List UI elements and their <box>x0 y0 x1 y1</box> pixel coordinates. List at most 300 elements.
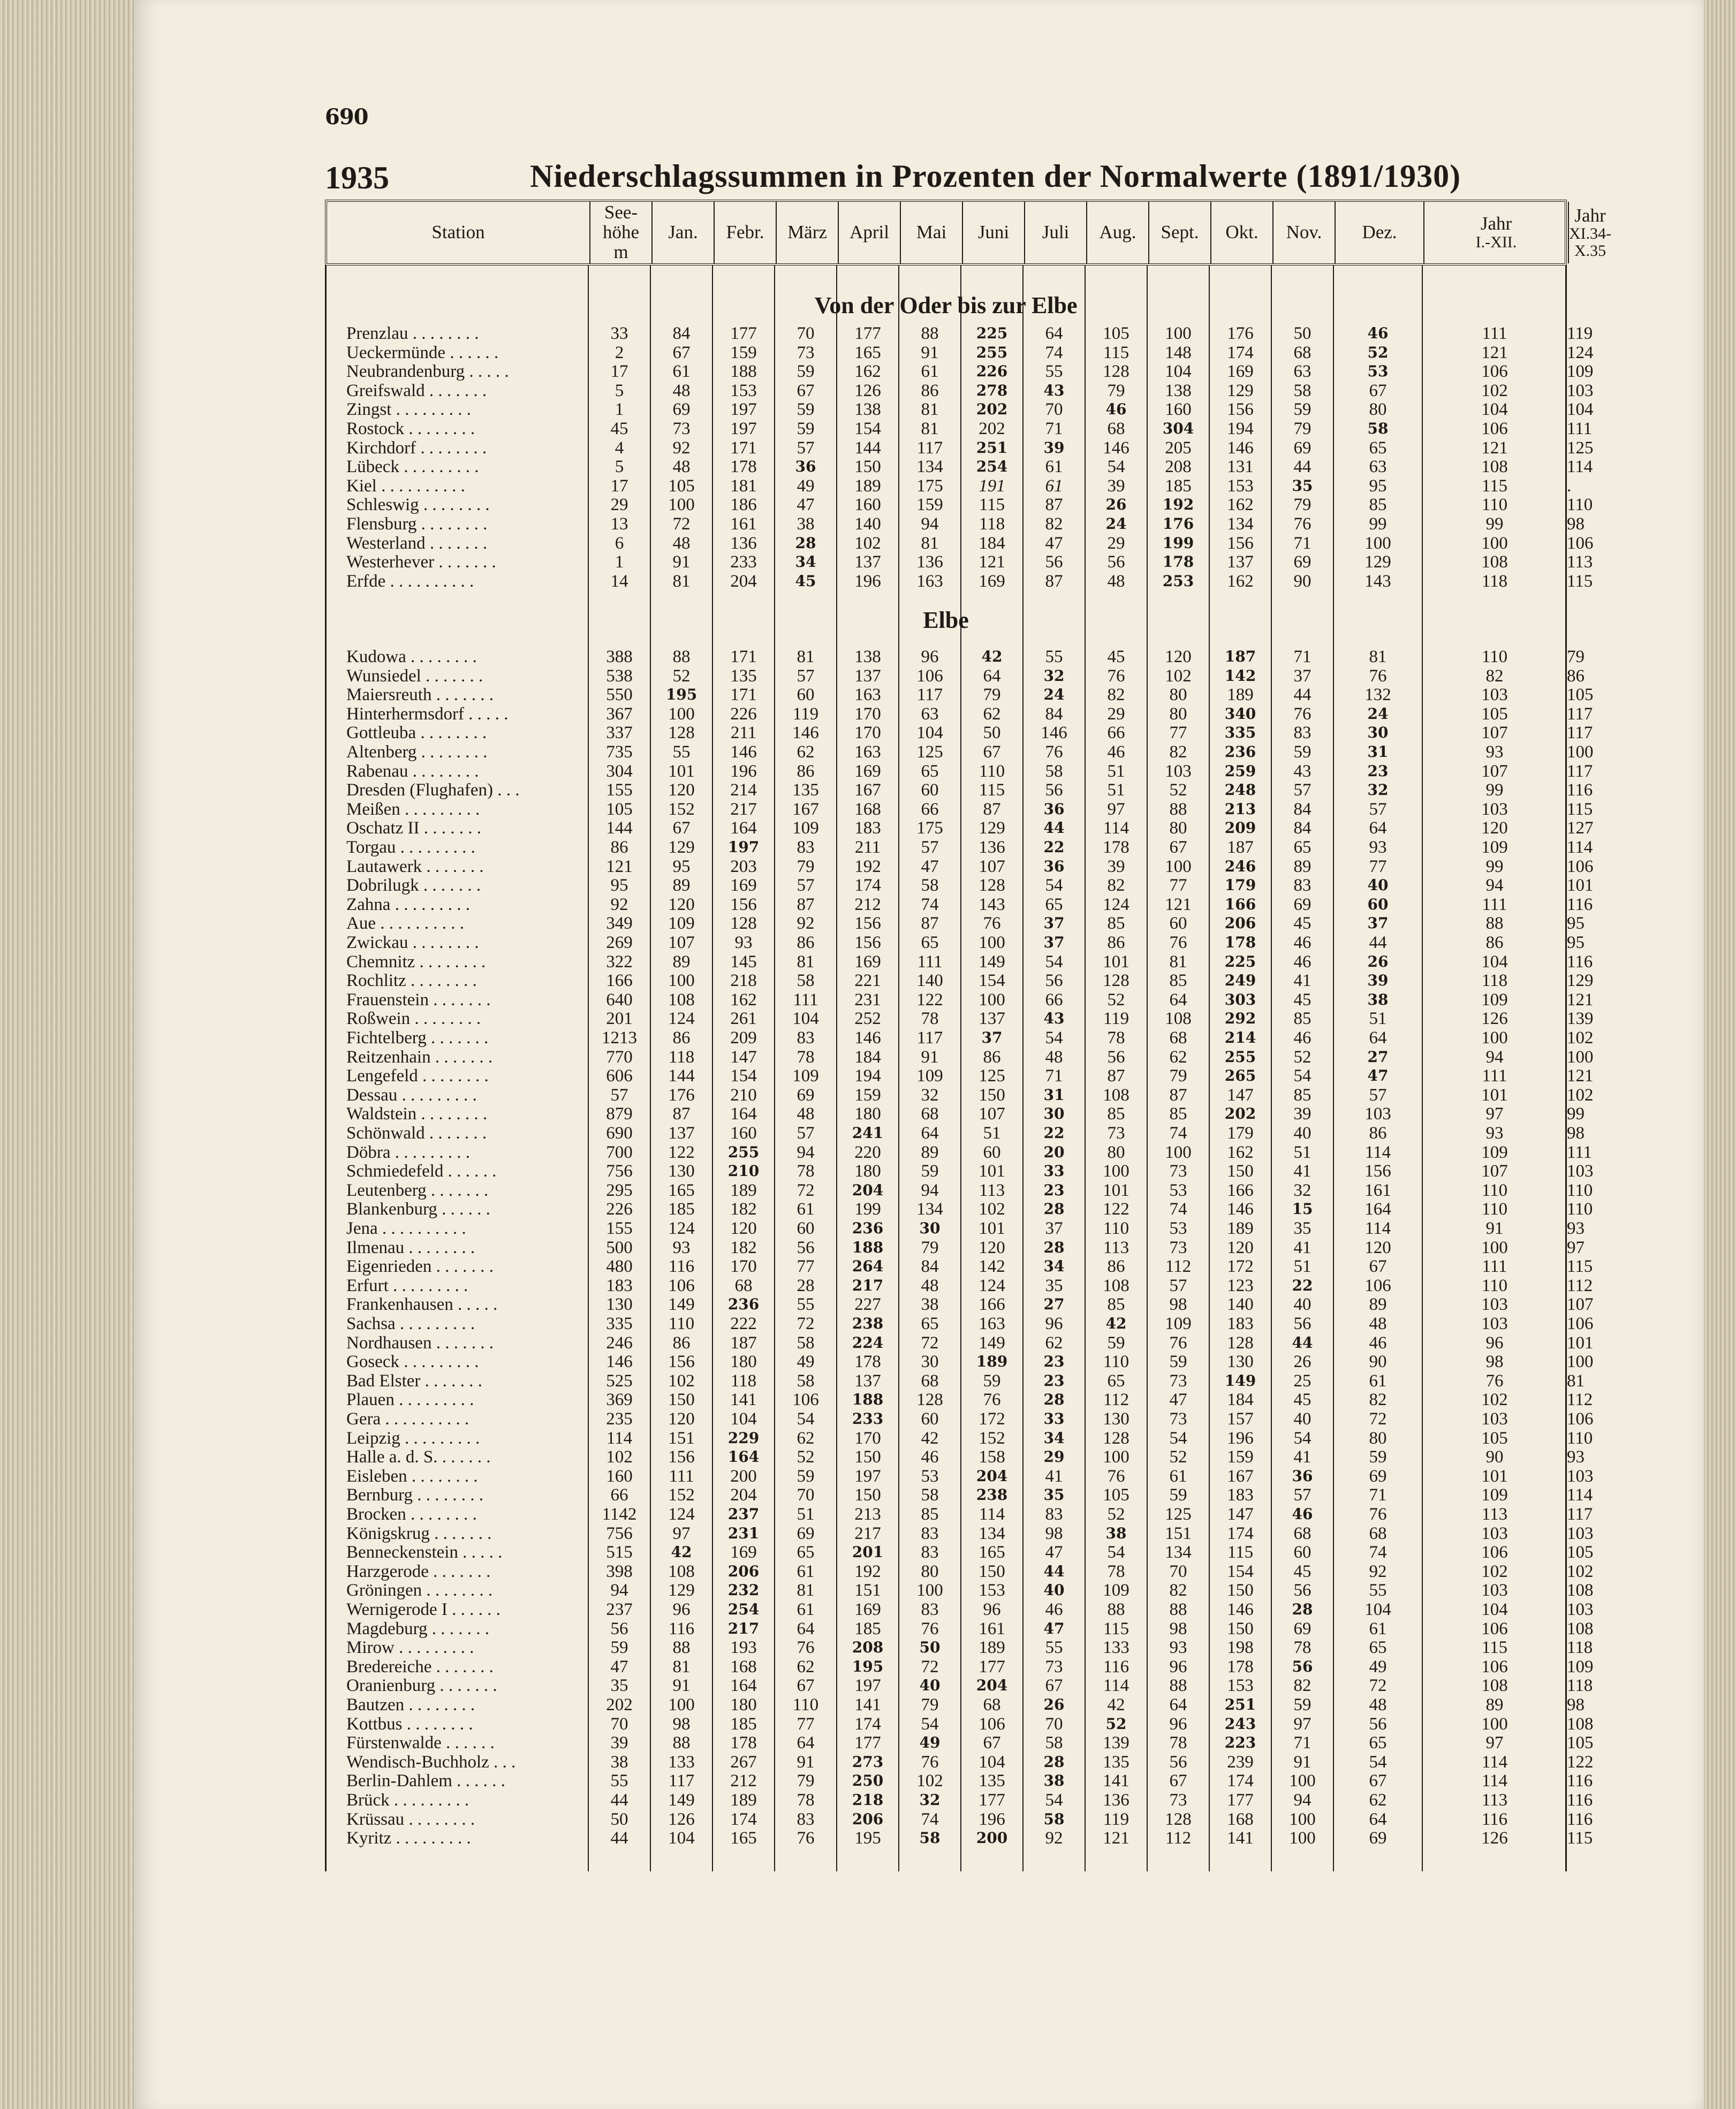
percent-value: 178 <box>854 1352 881 1371</box>
percent-value: 91 <box>672 552 691 572</box>
percent-value: 81 <box>921 534 939 553</box>
elevation-value: 735 <box>606 742 633 762</box>
percent-value: 85 <box>1293 1009 1312 1028</box>
percent-value: 100 <box>1481 1238 1508 1257</box>
percent-value: 38 <box>1043 1772 1065 1789</box>
percent-value: 106 <box>1567 1409 1594 1429</box>
percent-value: 154 <box>854 419 881 438</box>
percent-value: 77 <box>1169 723 1187 742</box>
percent-value: 226 <box>976 362 1008 380</box>
header-year-hydrologic-text: Jahr <box>1574 204 1606 226</box>
section-title: Elbe <box>923 607 969 633</box>
percent-value: 70 <box>1045 1714 1063 1734</box>
book-page-stack <box>0 0 134 2109</box>
percent-value: 69 <box>797 1524 815 1543</box>
percent-value: 57 <box>797 1124 815 1143</box>
percent-value: 59 <box>797 400 815 419</box>
table-row <box>325 1066 1594 1086</box>
percent-value: 80 <box>921 1562 939 1581</box>
percent-value: 111 <box>1482 895 1507 914</box>
percent-value: 29 <box>1107 534 1125 553</box>
percent-value: 113 <box>979 1181 1005 1200</box>
table-row <box>325 1581 1594 1600</box>
percent-value: 65 <box>1369 438 1387 458</box>
elevation-value: 57 <box>610 1086 628 1105</box>
percent-value: 232 <box>727 1581 760 1599</box>
percent-value: 214 <box>730 780 757 800</box>
elevation-value: 105 <box>606 800 633 819</box>
elevation-value: 94 <box>610 1581 628 1600</box>
percent-value: 37 <box>981 1029 1003 1046</box>
percent-value: 47 <box>1367 1067 1389 1084</box>
table-row <box>325 1238 1585 1257</box>
percent-value: 105 <box>1567 1543 1594 1562</box>
percent-value: 103 <box>1567 1162 1594 1181</box>
percent-value: 160 <box>1165 400 1192 419</box>
percent-value: 65 <box>921 762 939 781</box>
percent-value: 58 <box>1293 381 1312 400</box>
percent-value: 236 <box>1224 743 1256 761</box>
percent-value: 165 <box>730 1829 757 1848</box>
percent-value: 189 <box>730 1181 757 1200</box>
percent-value: 167 <box>792 800 819 819</box>
percent-value: 255 <box>976 344 1008 361</box>
percent-value: 174 <box>854 1714 881 1734</box>
percent-value: 79 <box>1567 647 1585 666</box>
header-month-lines <box>668 223 698 242</box>
percent-value: 159 <box>854 1086 881 1105</box>
percent-value: 115 <box>979 780 1005 800</box>
station-name: Lengefeld . . . . . . . . <box>346 1066 489 1086</box>
percent-value: 210 <box>730 1086 757 1105</box>
station-name: Prenzlau . . . . . . . . <box>346 324 479 343</box>
percent-value: 30 <box>921 1352 939 1371</box>
percent-value: 177 <box>979 1791 1005 1810</box>
percent-value: 54 <box>1045 1028 1063 1048</box>
percent-value: 35 <box>1292 477 1313 495</box>
percent-value: 83 <box>1293 876 1312 895</box>
percent-value: 45 <box>1293 1390 1312 1409</box>
percent-value: 67 <box>983 742 1001 762</box>
percent-value: 37 <box>1367 914 1389 932</box>
elevation-value: 700 <box>606 1143 633 1162</box>
percent-value: 28 <box>1043 1391 1065 1408</box>
percent-value: 108 <box>1103 1276 1129 1295</box>
percent-value: 292 <box>1224 1010 1256 1027</box>
header-elevation-lines <box>603 203 639 262</box>
percent-value: 100 <box>916 1581 943 1600</box>
percent-value: 98 <box>672 1714 691 1734</box>
percent-value: 249 <box>1224 972 1256 989</box>
table-row <box>325 1829 1593 1848</box>
percent-value: 149 <box>1224 1372 1256 1390</box>
station-name: Halle a. d. S. . . . . . . <box>346 1447 491 1467</box>
percent-value: 24 <box>1043 686 1065 703</box>
percent-value: 55 <box>1045 362 1063 381</box>
percent-value: 116 <box>1567 1810 1593 1829</box>
percent-value: 100 <box>1481 1028 1508 1048</box>
percent-value: 86 <box>1485 933 1504 952</box>
station-name: Leutenberg . . . . . . . <box>346 1181 489 1200</box>
percent-value: 26 <box>1293 1352 1312 1371</box>
percent-value: 37 <box>1045 1219 1063 1238</box>
percent-value: 50 <box>1293 324 1312 343</box>
percent-value: 73 <box>797 343 815 362</box>
percent-value: 121 <box>1481 438 1508 458</box>
percent-value: 53 <box>1367 362 1389 380</box>
percent-value: 147 <box>730 1048 757 1067</box>
percent-value: 90 <box>1485 1447 1504 1467</box>
header-year-hydrologic-lines <box>1569 206 1611 260</box>
percent-value: 32 <box>1293 1181 1312 1200</box>
elevation-value: 367 <box>606 704 633 724</box>
percent-value: 69 <box>1293 1619 1312 1638</box>
header-month-lines <box>726 223 764 242</box>
percent-value: 52 <box>1169 1447 1187 1467</box>
header-elevation-text: höhe <box>602 222 640 243</box>
percent-value: 95 <box>1567 933 1585 952</box>
percent-value: 54 <box>1107 457 1125 476</box>
percent-value: 44 <box>1293 685 1312 704</box>
percent-value: 102 <box>1481 381 1508 400</box>
percent-value: 149 <box>668 1295 695 1314</box>
percent-value: 105 <box>1481 1429 1508 1448</box>
percent-value: 53 <box>1169 1219 1187 1238</box>
percent-value: 67 <box>1045 1676 1063 1695</box>
elevation-value: 1 <box>615 400 624 419</box>
percent-value: 136 <box>979 838 1005 857</box>
percent-value: 91 <box>797 1753 815 1772</box>
percent-value: 128 <box>1103 362 1129 381</box>
percent-value: 35 <box>1045 1276 1063 1295</box>
percent-value: 199 <box>854 1200 881 1219</box>
percent-value: 22 <box>1043 1124 1065 1142</box>
percent-value: 108 <box>1103 1086 1129 1105</box>
station-name: Gröningen . . . . . . . . <box>346 1581 493 1600</box>
percent-value: 46 <box>1292 1505 1313 1523</box>
percent-value: 82 <box>1169 742 1187 762</box>
percent-value: 170 <box>854 723 881 742</box>
percent-value: 60 <box>1293 1543 1312 1562</box>
station-name: Zahna . . . . . . . . . <box>346 895 470 914</box>
percent-value: 64 <box>1169 1695 1187 1714</box>
percent-value: 217 <box>852 1277 884 1294</box>
percent-value: 22 <box>1292 1277 1313 1294</box>
table-row <box>325 647 1585 666</box>
table-row <box>325 971 1594 990</box>
percent-value: 46 <box>1107 742 1125 762</box>
percent-value: 23 <box>1043 1353 1065 1370</box>
percent-value: 73 <box>1169 1238 1187 1257</box>
table-row <box>325 1314 1594 1333</box>
percent-value: 100 <box>668 704 695 724</box>
percent-value: 124 <box>668 1505 695 1524</box>
percent-value: 68 <box>921 1104 939 1124</box>
percent-value: 340 <box>1224 705 1256 723</box>
percent-value: 118 <box>979 514 1005 534</box>
header-month-lines <box>916 223 946 242</box>
percent-value: 56 <box>1045 780 1063 800</box>
table-row <box>325 1429 1593 1448</box>
percent-value: 61 <box>1169 1467 1187 1486</box>
percent-value: 60 <box>1367 896 1389 913</box>
percent-value: 50 <box>919 1638 941 1656</box>
header-month-text: Okt. <box>1225 222 1259 243</box>
percent-value: 71 <box>1369 1485 1387 1505</box>
percent-value: 176 <box>1162 515 1194 533</box>
percent-value: 89 <box>1293 857 1312 876</box>
percent-value: 164 <box>730 818 757 838</box>
elevation-value: 4 <box>615 438 624 458</box>
percent-value: 79 <box>1169 1066 1187 1086</box>
percent-value: 193 <box>730 1638 757 1657</box>
percent-value: 116 <box>1567 780 1593 800</box>
percent-value: 202 <box>979 419 1005 438</box>
percent-value: 76 <box>1369 1505 1387 1524</box>
percent-value: 131 <box>1227 457 1254 476</box>
percent-value: 60 <box>921 780 939 800</box>
percent-value: 110 <box>1481 1200 1508 1219</box>
percent-value: 96 <box>983 1600 1001 1619</box>
percent-value: 103 <box>1481 1524 1508 1543</box>
percent-value: 233 <box>852 1410 884 1428</box>
percent-value: 218 <box>730 971 757 990</box>
percent-value: 120 <box>668 895 695 914</box>
header-elevation-text: See- <box>604 202 638 223</box>
percent-value: 40 <box>1293 1295 1312 1314</box>
percent-value: 52 <box>1293 1048 1312 1067</box>
percent-value: 135 <box>792 780 819 800</box>
percent-value: 52 <box>1107 1505 1125 1524</box>
percent-value: 84 <box>921 1257 939 1276</box>
header-month-lines <box>1099 223 1136 242</box>
percent-value: 169 <box>730 1543 757 1562</box>
percent-value: 72 <box>921 1657 939 1676</box>
percent-value: 116 <box>668 1257 695 1276</box>
percent-value: 100 <box>1165 324 1192 343</box>
station-name: Erfde . . . . . . . . . . <box>346 572 474 591</box>
percent-value: 34 <box>1043 1429 1065 1447</box>
percent-value: 129 <box>1227 381 1254 400</box>
station-name: Frankenhausen . . . . . <box>346 1295 498 1314</box>
percent-value: 183 <box>1227 1314 1254 1333</box>
percent-value: 106 <box>1567 1314 1594 1333</box>
percent-value: 42 <box>921 1429 939 1448</box>
percent-value: 47 <box>1045 1543 1063 1562</box>
percent-value: 166 <box>979 1295 1005 1314</box>
percent-value: 57 <box>797 438 815 458</box>
percent-value: 163 <box>854 685 881 704</box>
percent-value: 48 <box>1369 1314 1387 1333</box>
percent-value: 59 <box>1107 1333 1125 1353</box>
percent-value: 92 <box>1045 1829 1063 1848</box>
table-row <box>325 1562 1594 1581</box>
elevation-value: 515 <box>606 1543 633 1562</box>
station-name: Oranienburg . . . . . . . <box>346 1676 497 1695</box>
percent-value: 55 <box>1045 647 1063 666</box>
percent-value: 49 <box>797 476 815 496</box>
percent-value: 47 <box>1043 1620 1065 1637</box>
percent-value: 37 <box>1043 914 1065 932</box>
percent-value: 68 <box>1369 1524 1387 1543</box>
percent-value: 45 <box>1293 914 1312 933</box>
percent-value: 40 <box>1043 1581 1065 1599</box>
percent-value: 167 <box>1227 1467 1254 1486</box>
percent-value: 88 <box>1485 914 1504 933</box>
percent-value: 61 <box>672 362 691 381</box>
percent-value: 89 <box>672 952 691 972</box>
header-month <box>1336 202 1424 263</box>
percent-value: 115 <box>1567 800 1593 819</box>
percent-value: 67 <box>1369 1771 1387 1791</box>
percent-value: 177 <box>979 1657 1005 1676</box>
percent-value: 100 <box>1567 1048 1594 1067</box>
percent-value: 150 <box>1227 1162 1254 1181</box>
percent-value: 86 <box>797 762 815 781</box>
percent-value: 26 <box>1105 496 1127 513</box>
percent-value: 121 <box>1481 343 1508 362</box>
percent-value: 97 <box>1485 1733 1504 1753</box>
percent-value: 128 <box>916 1390 943 1409</box>
percent-value: 51 <box>1107 762 1125 781</box>
percent-value: 259 <box>1224 762 1256 780</box>
elevation-value: 756 <box>606 1524 633 1543</box>
percent-value: 255 <box>1224 1048 1256 1066</box>
elevation-value: 304 <box>606 762 633 781</box>
percent-value: 214 <box>1224 1029 1256 1046</box>
percent-value: 28 <box>1043 1239 1065 1256</box>
percent-value: 116 <box>1567 1771 1593 1791</box>
percent-value: 67 <box>797 1676 815 1695</box>
percent-value: 231 <box>854 990 881 1010</box>
percent-value: 57 <box>1369 800 1387 819</box>
percent-value: 65 <box>921 933 939 952</box>
percent-value: 135 <box>730 666 757 686</box>
percent-value: 64 <box>797 1619 815 1638</box>
header-year-hydrologic-text: XI.34-X.35 <box>1569 225 1612 260</box>
percent-value: 168 <box>854 800 881 819</box>
percent-value: 116 <box>1567 895 1593 914</box>
percent-value: 129 <box>1567 971 1594 990</box>
header-month-lines <box>1042 223 1070 242</box>
header-month <box>1149 202 1211 263</box>
percent-value: 236 <box>727 1295 760 1313</box>
percent-value: 92 <box>1369 1562 1387 1581</box>
percent-value: 46 <box>921 1447 939 1467</box>
elevation-value: 13 <box>610 514 628 534</box>
percent-value: 37 <box>1043 934 1065 951</box>
percent-value: 108 <box>668 990 695 1010</box>
station-name: Maiersreuth . . . . . . . <box>346 685 494 704</box>
station-name: Goseck . . . . . . . . . <box>346 1352 479 1371</box>
percent-value: 66 <box>1107 723 1125 742</box>
header-month-text: Aug. <box>1099 222 1136 243</box>
elevation-value: 70 <box>610 1714 628 1734</box>
percent-value: 28 <box>1043 1200 1065 1218</box>
percent-value: 96 <box>1485 1333 1504 1353</box>
percent-value: 54 <box>1293 1429 1312 1448</box>
elevation-value: 1213 <box>602 1028 637 1048</box>
percent-value: 93 <box>1567 1447 1585 1467</box>
percent-value: 51 <box>1293 1143 1312 1162</box>
percent-value: 54 <box>1369 1753 1387 1772</box>
percent-value: 221 <box>854 971 881 990</box>
elevation-value: 160 <box>606 1467 633 1486</box>
percent-value: 76 <box>1107 1467 1125 1486</box>
table-row <box>325 1543 1594 1562</box>
elevation-value: 35 <box>610 1676 628 1695</box>
percent-value: 231 <box>727 1524 760 1542</box>
percent-value: 106 <box>1481 362 1508 381</box>
percent-value: 95 <box>672 857 691 876</box>
percent-value: 83 <box>921 1543 939 1562</box>
percent-value: 91 <box>921 343 939 362</box>
percent-value: 111 <box>1482 1066 1507 1086</box>
percent-value: 197 <box>730 419 757 438</box>
table-row <box>325 666 1585 686</box>
percent-value: 125 <box>1567 438 1594 458</box>
percent-value: 150 <box>854 1447 881 1467</box>
percent-value: 90 <box>1293 572 1312 591</box>
percent-value: 253 <box>1162 572 1194 590</box>
table-row <box>325 438 1594 458</box>
header-month <box>839 202 901 263</box>
percent-value: 81 <box>797 1581 815 1600</box>
percent-value: 108 <box>1481 1676 1508 1695</box>
percent-value: 246 <box>1224 858 1256 875</box>
percent-value: 93 <box>734 933 753 952</box>
percent-value: 166 <box>1227 1181 1254 1200</box>
percent-value: 109 <box>1481 1143 1508 1162</box>
percent-value: 78 <box>921 1009 939 1028</box>
percent-value: 204 <box>730 1485 757 1505</box>
percent-value: 72 <box>921 1333 939 1353</box>
elevation-value: 17 <box>610 362 628 381</box>
percent-value: 35 <box>1043 1486 1065 1504</box>
percent-value: 117 <box>916 438 943 458</box>
percent-value: 96 <box>1169 1657 1187 1676</box>
percent-value: 86 <box>672 1333 691 1353</box>
percent-value: 126 <box>1481 1829 1508 1848</box>
station-name: Neubrandenburg . . . . . <box>346 362 509 381</box>
percent-value: 108 <box>1481 457 1508 476</box>
percent-value: 24 <box>1105 515 1127 533</box>
percent-value: 58 <box>797 1371 815 1391</box>
table-row <box>325 1619 1594 1638</box>
percent-value: 171 <box>730 647 757 666</box>
percent-value: 23 <box>1043 1181 1065 1199</box>
percent-value: 198 <box>1227 1638 1254 1657</box>
percent-value: 87 <box>1107 1066 1125 1086</box>
percent-value: 122 <box>668 1143 695 1162</box>
percent-value: 60 <box>797 1219 815 1238</box>
percent-value: 191 <box>979 476 1005 496</box>
elevation-value: 114 <box>606 1429 633 1448</box>
percent-value: 180 <box>854 1162 881 1181</box>
percent-value: 88 <box>1169 800 1187 819</box>
percent-value: 80 <box>1169 704 1187 724</box>
percent-value: 142 <box>1224 667 1256 685</box>
percent-value: 33 <box>1043 1410 1065 1428</box>
percent-value: 114 <box>1481 1753 1508 1772</box>
percent-value: 162 <box>1227 572 1254 591</box>
percent-value: 153 <box>1227 476 1254 496</box>
percent-value: 56 <box>1292 1658 1313 1675</box>
percent-value: 44 <box>1292 1334 1313 1352</box>
percent-value: 185 <box>668 1200 695 1219</box>
percent-value: 31 <box>1043 1086 1065 1104</box>
percent-value: 81 <box>672 1657 691 1676</box>
